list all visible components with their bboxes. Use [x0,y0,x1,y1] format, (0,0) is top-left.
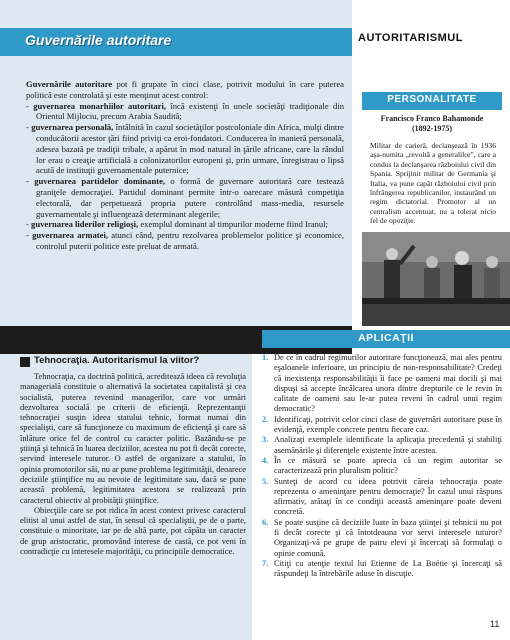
list-item [262,353,502,415]
applications-title: APLICAŢII [358,332,414,344]
list-item-bold: guvernarea monarhiilor autoritari, [33,100,166,111]
sidebar-title: AUTORITARISMUL [358,32,463,44]
list-item: - guvernarea partidelor dominante, o formă de guvernare autoritară care testează graniţele democraţiei. Partidul dominant permite într-o oarecare măsură competiţia electorală, dar perpetuează propria putere controlând mass-media, resursele guvernamentale şi influenţează determinant alegerile; [26,176,344,219]
item-text: Citiţi cu atenţie textul lui Etienne de La Boétie şi încercaţi să răspundeţi la întrebările aduse în discuţie. [274,558,502,579]
list-item-text: exemplul dominant al timpurilor moderne fiind Iranul; [138,219,328,230]
item-text: Analizaţi exemplele identificate la aplicaţia precedentă şi stabiliţi asemănările şi diferenţele existente între acestea. [274,435,502,455]
list-item: - guvernarea personală, întâlnită în cazul societăţilor postcoloniale din Africa, mulţi dintre conducătorii acestor ţări fiind priviţi ca eroi-fondatori. Conducerea în manieră personală, adesea bazată pe tradiţii tribale, a apărut în mod natural în ţările africane, care la rândul lor erau o creaţie artificială a colonizatorilor europeni şi, prin urmare, înregistrau o lipsă acută de instituţii guvernamentale puternice; [26,122,344,176]
governance-intro-bold: Guvernările autoritare [26,79,113,89]
list-item [262,477,502,518]
item-number: 6. [262,517,269,527]
list-item [262,415,502,436]
governance-text [26,79,344,252]
item-number: 5. [262,476,269,486]
list-item: - guvernarea liderilor religioşi, exemplul dominant al timpurilor moderne fiind Iranul; [26,219,328,230]
list-item-text: încă existenţi în unele societăţi tradiţionale din Orientul Mijlociu, precum Arabia Saudită; [36,100,345,122]
square-bullet-icon [20,357,30,367]
list-item-bold: guvernarea armatei, [32,230,109,241]
technocracy-paragraph: Tehnocraţia, ca doctrină politică, acreditează ideea că revoluţia managerială constituie o alternativă la societatea capitalistă şi cea socialistă, puterea revenind managerilor, care vor urmări dezvoltarea socială pe criterii de eficienţă. Reprezentanţii tehnocraţiei susţin ideea statului tehnic, format numai din specialişti, care să funcţioneze cu maximum de eficienţă şi care să înlăture orice fel de control cu caracter politic. Bazându-se pe ştiinţă şi tehnică în luarea deciziilor, acestea nu pot fi decât corecte, servind interesele tuturor. O astfel de organizare a statului, în opinia promotorilor săi, nu ar pune problema legitimităţii, deoarece deciziile ştiinţifice nu au nevoie de legitimitate sau, dacă se pune această problemă, legitimitatea acestora se realizează prin caracterul obiectiv al probităţii ştiinţifice. [20,372,246,505]
person-name: Francisco Franco Bahamonde [380,114,484,123]
list-item-text: întâlnită în cazul societăţilor postcoloniale din Africa, mulţi dintre conducătorii acestor ţări fiind priviţi ca eroi-fondatori. Conducerea în manieră personală, adesea bazată pe tradiţii tribale, a apărut în mod natural în ţările africane, care la rândul lor erau o creaţie artificială a colonizatorilor europeni şi, prin urmare, înregistrau o lipsă acută de instituţii guvernamentale puternice; [36,122,344,176]
list-item-text: atunci când, pentru rezolvarea problemelor politice şi economice, controlul puterii politice este preluat de armată. [36,230,345,251]
governance-intro [26,79,344,101]
person-years: (1892-1975) [412,124,452,133]
list-item-text: o formă de guvernare autoritară care testează graniţele democraţiei. Partidul dominant permite într-o oarecare măsură competiţia electorală, dar perpetuează propria putere controlând mass-media, resursele guvernamentale şi influenţează determinant alegerile; [36,176,344,219]
page-number: 11 [490,619,500,629]
list-item: - guvernarea monarhiilor autoritari, încă existenţi în unele societăţi tradiţionale din Orientul Mijlociu, precum Arabia Saudită; [26,100,345,122]
item-number: 1. [262,353,269,362]
item-text: De ce în cadrul regimurilor autoritare funcţionează, mai ales pentru eşaloanele inferioare, un principiu de non-responsabilitate? Credeţi că inexistenţa responsabilităţii îi face pe oameni mai docili şi mai dispuşi să accepte încălcarea unora dintre drepturile ce le revin în calitate de oameni sau le-ar putea reveni în cadrul unui regim democratic? [274,353,502,414]
list-item: - guvernarea armatei, atunci când, pentru rezolvarea problemelor politice şi economice, controlul puterii politice este preluat de armată. [26,230,345,251]
governance-intro-rest: pot fi grupate în cinci clase, potrivit modului în care puterea politică este controlată şi este menţinut acest control: [26,79,344,100]
technocracy-text [20,372,246,557]
photo-illustration [362,232,510,326]
item-text: Se poate susţine că deciziile luate în baza ştiinţei şi tehnicii nu pot fi decât corecte şi că întotdeauna vor servi interesele tuturor? Organizaţi-vă pe grupe de patru elevi şi încercaţi să formulaţi o opinie comună. [274,517,502,558]
list-item-bold: guvernarea partidelor dominante, [34,176,166,187]
list-item-bold: guvernarea personală, [31,122,114,133]
list-item-bold: guvernarea liderilor religioşi, [31,219,139,230]
page-title: Guvernările autoritare [25,32,172,48]
technocracy-title: Tehnocraţia. Autoritarismul la viitor? [34,355,200,366]
list-item [262,435,502,456]
item-number: 3. [262,435,269,445]
item-number: 2. [262,414,269,424]
item-text: Sunteţi de acord cu ideea potrivit căreia tehnocraţia poate reprezenta o ameninţare pentru democraţie? În cazul unui răspuns afirmativ, arătaţi în ce condiţii această ameninţare poate deveni concretă. [274,476,502,517]
personality-title: PERSONALITATE [387,94,477,105]
person-biography: Militar de carieră, declanşează în 1936 aşa-numita „revoltă a generalilor", care a condus la declanşarea războiului civil din Spania. Sprijinit militar de Germania şi Italia, va pune capăt războiului civil prin înfrângerea republicanilor, instaurând un regim dictatorial. Promotor al un centralism accentuat, nu a tolerat nicio fel de opoziţie. [370,141,496,226]
list-item [262,518,502,559]
list-item [262,559,502,580]
item-number: 7. [262,558,269,568]
governance-list [26,101,344,252]
item-number: 4. [262,455,269,465]
technocracy-paragraph: Obiecţiile care se pot ridica în acest context privesc caracterul elitist al unui astfel de stat, în sensul că specialiştii, pe de o parte, constituie o minoritate, iar pe de altă parte, pot căpăta un caracter de grup aristocratic, promovând interese de castă, ce pot veni în contradicţie cu interesele majorităţii, cu principiile democratice. [20,505,246,557]
franco-photo [362,232,510,326]
item-text: În ce măsură se poate aprecia că un regim autoritar se caracterizează prin pluralism politic? [274,455,502,476]
list-item [262,456,502,477]
item-text: Identificaţi, potrivit celor cinci clase de guvernări autoritare puse în evidenţă, exemple concrete pentru fiecare caz. [274,414,502,435]
applications-list [262,353,502,580]
